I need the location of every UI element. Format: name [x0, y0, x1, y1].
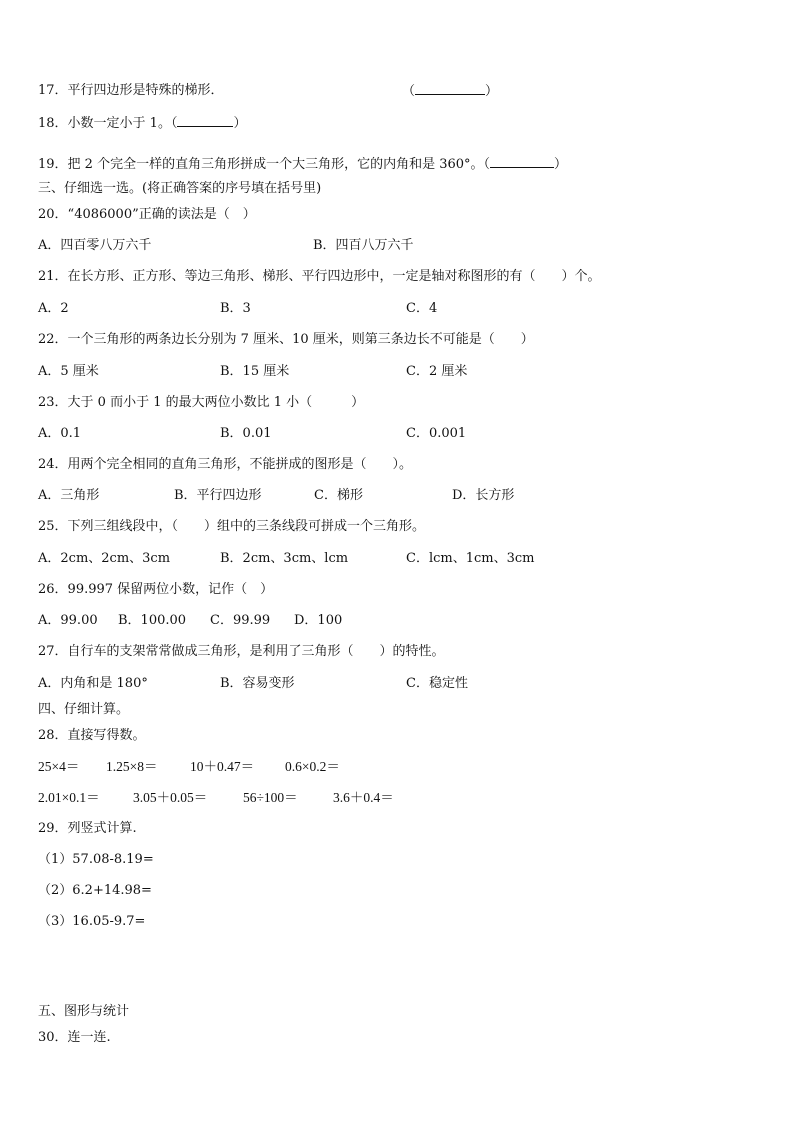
question-17: [38, 82, 224, 100]
question-28: 28．直接写得数。: [38, 728, 146, 743]
question-30: 30．连一连.: [38, 1030, 111, 1045]
option-c[interactable]: C．2 厘米: [406, 364, 468, 379]
answer-blank[interactable]: [490, 155, 554, 168]
option-c[interactable]: C．0.001: [406, 426, 467, 441]
option-c[interactable]: C．稳定性: [406, 676, 468, 691]
option-a[interactable]: A．99.00: [38, 613, 98, 628]
option-b[interactable]: B．15 厘米: [220, 364, 290, 379]
question-23: 23．大于 0 而小于 1 的最大两位小数比 1 小（ ）: [38, 395, 365, 410]
math-problem[interactable]: 56÷100＝: [243, 790, 298, 805]
option-a[interactable]: A．2cm、2cm、3cm: [38, 551, 171, 566]
option-b[interactable]: B．100.00: [118, 613, 187, 628]
question-20: 20．“4086000”正确的读法是（ ）: [38, 207, 256, 222]
option-b[interactable]: B．四百八万六千: [313, 238, 414, 253]
math-problem[interactable]: 10＋0.47＝: [190, 759, 255, 774]
option-c[interactable]: C．99.99: [210, 613, 271, 628]
option-a[interactable]: A．三角形: [38, 488, 100, 503]
question-18: 18．小数一定小于 1。（ ）: [38, 116, 247, 131]
question-22: 22．一个三角形的两条边长分别为 7 厘米、10 厘米，则第三条边长不可能是（ ）: [38, 332, 534, 347]
question-19: 19．把 2 个完全一样的直角三角形拼成一个大三角形，它的内角和是 360°。（ ）: [38, 157, 568, 172]
option-b[interactable]: B．平行四边形: [174, 488, 262, 503]
section-heading: 五、图形与统计: [38, 1004, 130, 1019]
question-18-text: 18．小数一定小于 1。（: [38, 116, 178, 131]
math-problem[interactable]: 3.05＋0.05＝: [133, 790, 208, 805]
option-a[interactable]: A．2: [38, 301, 69, 316]
calculation-item[interactable]: （2）6.2+14.98=: [38, 883, 152, 898]
option-a[interactable]: A．5 厘米: [38, 364, 99, 379]
option-b[interactable]: B．容易变形: [220, 676, 295, 691]
question-19-text: 19．把 2 个完全一样的直角三角形拼成一个大三角形，它的内角和是 360°。（: [38, 157, 491, 172]
math-problem[interactable]: 25×4＝: [38, 759, 80, 774]
section-heading: 四、仔细计算。: [38, 702, 130, 717]
option-c[interactable]: C．lcm、1cm、3cm: [406, 551, 535, 566]
question-17-answer[interactable]: （ ）: [402, 84, 499, 99]
calculation-item[interactable]: （3）16.05-9.7=: [38, 914, 146, 929]
math-problem[interactable]: 0.6×0.2＝: [285, 759, 340, 774]
option-b[interactable]: B．3: [220, 301, 251, 316]
math-problem[interactable]: 1.25×8＝: [106, 759, 158, 774]
question-25: 25．下列三组线段中，（ ）组中的三条线段可拼成一个三角形。: [38, 519, 426, 534]
calculation-item[interactable]: （1）57.08-8.19=: [38, 852, 154, 867]
option-d[interactable]: D．长方形: [452, 488, 515, 503]
option-c[interactable]: C．4: [406, 301, 438, 316]
question-26: 26．99.997 保留两位小数，记作（ ）: [38, 582, 274, 597]
section-heading: 三、仔细选一选。(将正确答案的序号填在括号里): [38, 181, 322, 196]
question-27: 27．自行车的支架常常做成三角形，是利用了三角形（ ）的特性。: [38, 644, 445, 659]
question-24: 24．用两个完全相同的直角三角形，不能拼成的图形是（ ）。: [38, 457, 413, 472]
question-21: 21．在长方形、正方形、等边三角形、梯形、平行四边形中，一定是轴对称图形的有（ ）个。: [38, 269, 601, 284]
option-a[interactable]: A．0.1: [38, 426, 82, 441]
math-problem[interactable]: 2.01×0.1＝: [38, 790, 100, 805]
question-17-text: 17．平行四边形是特殊的梯形．: [38, 83, 224, 98]
answer-blank[interactable]: [415, 82, 485, 95]
option-a[interactable]: A．四百零八万六千: [38, 238, 152, 253]
option-c[interactable]: C．梯形: [314, 488, 363, 503]
option-a[interactable]: A．内角和是 180°: [38, 676, 148, 691]
option-b[interactable]: B．2cm、3cm、lcm: [220, 551, 349, 566]
math-problem[interactable]: 3.6＋0.4＝: [333, 790, 394, 805]
question-29: 29．列竖式计算.: [38, 821, 137, 836]
option-b[interactable]: B．0.01: [220, 426, 272, 441]
option-d[interactable]: D．100: [294, 613, 343, 628]
answer-blank[interactable]: [177, 114, 233, 127]
